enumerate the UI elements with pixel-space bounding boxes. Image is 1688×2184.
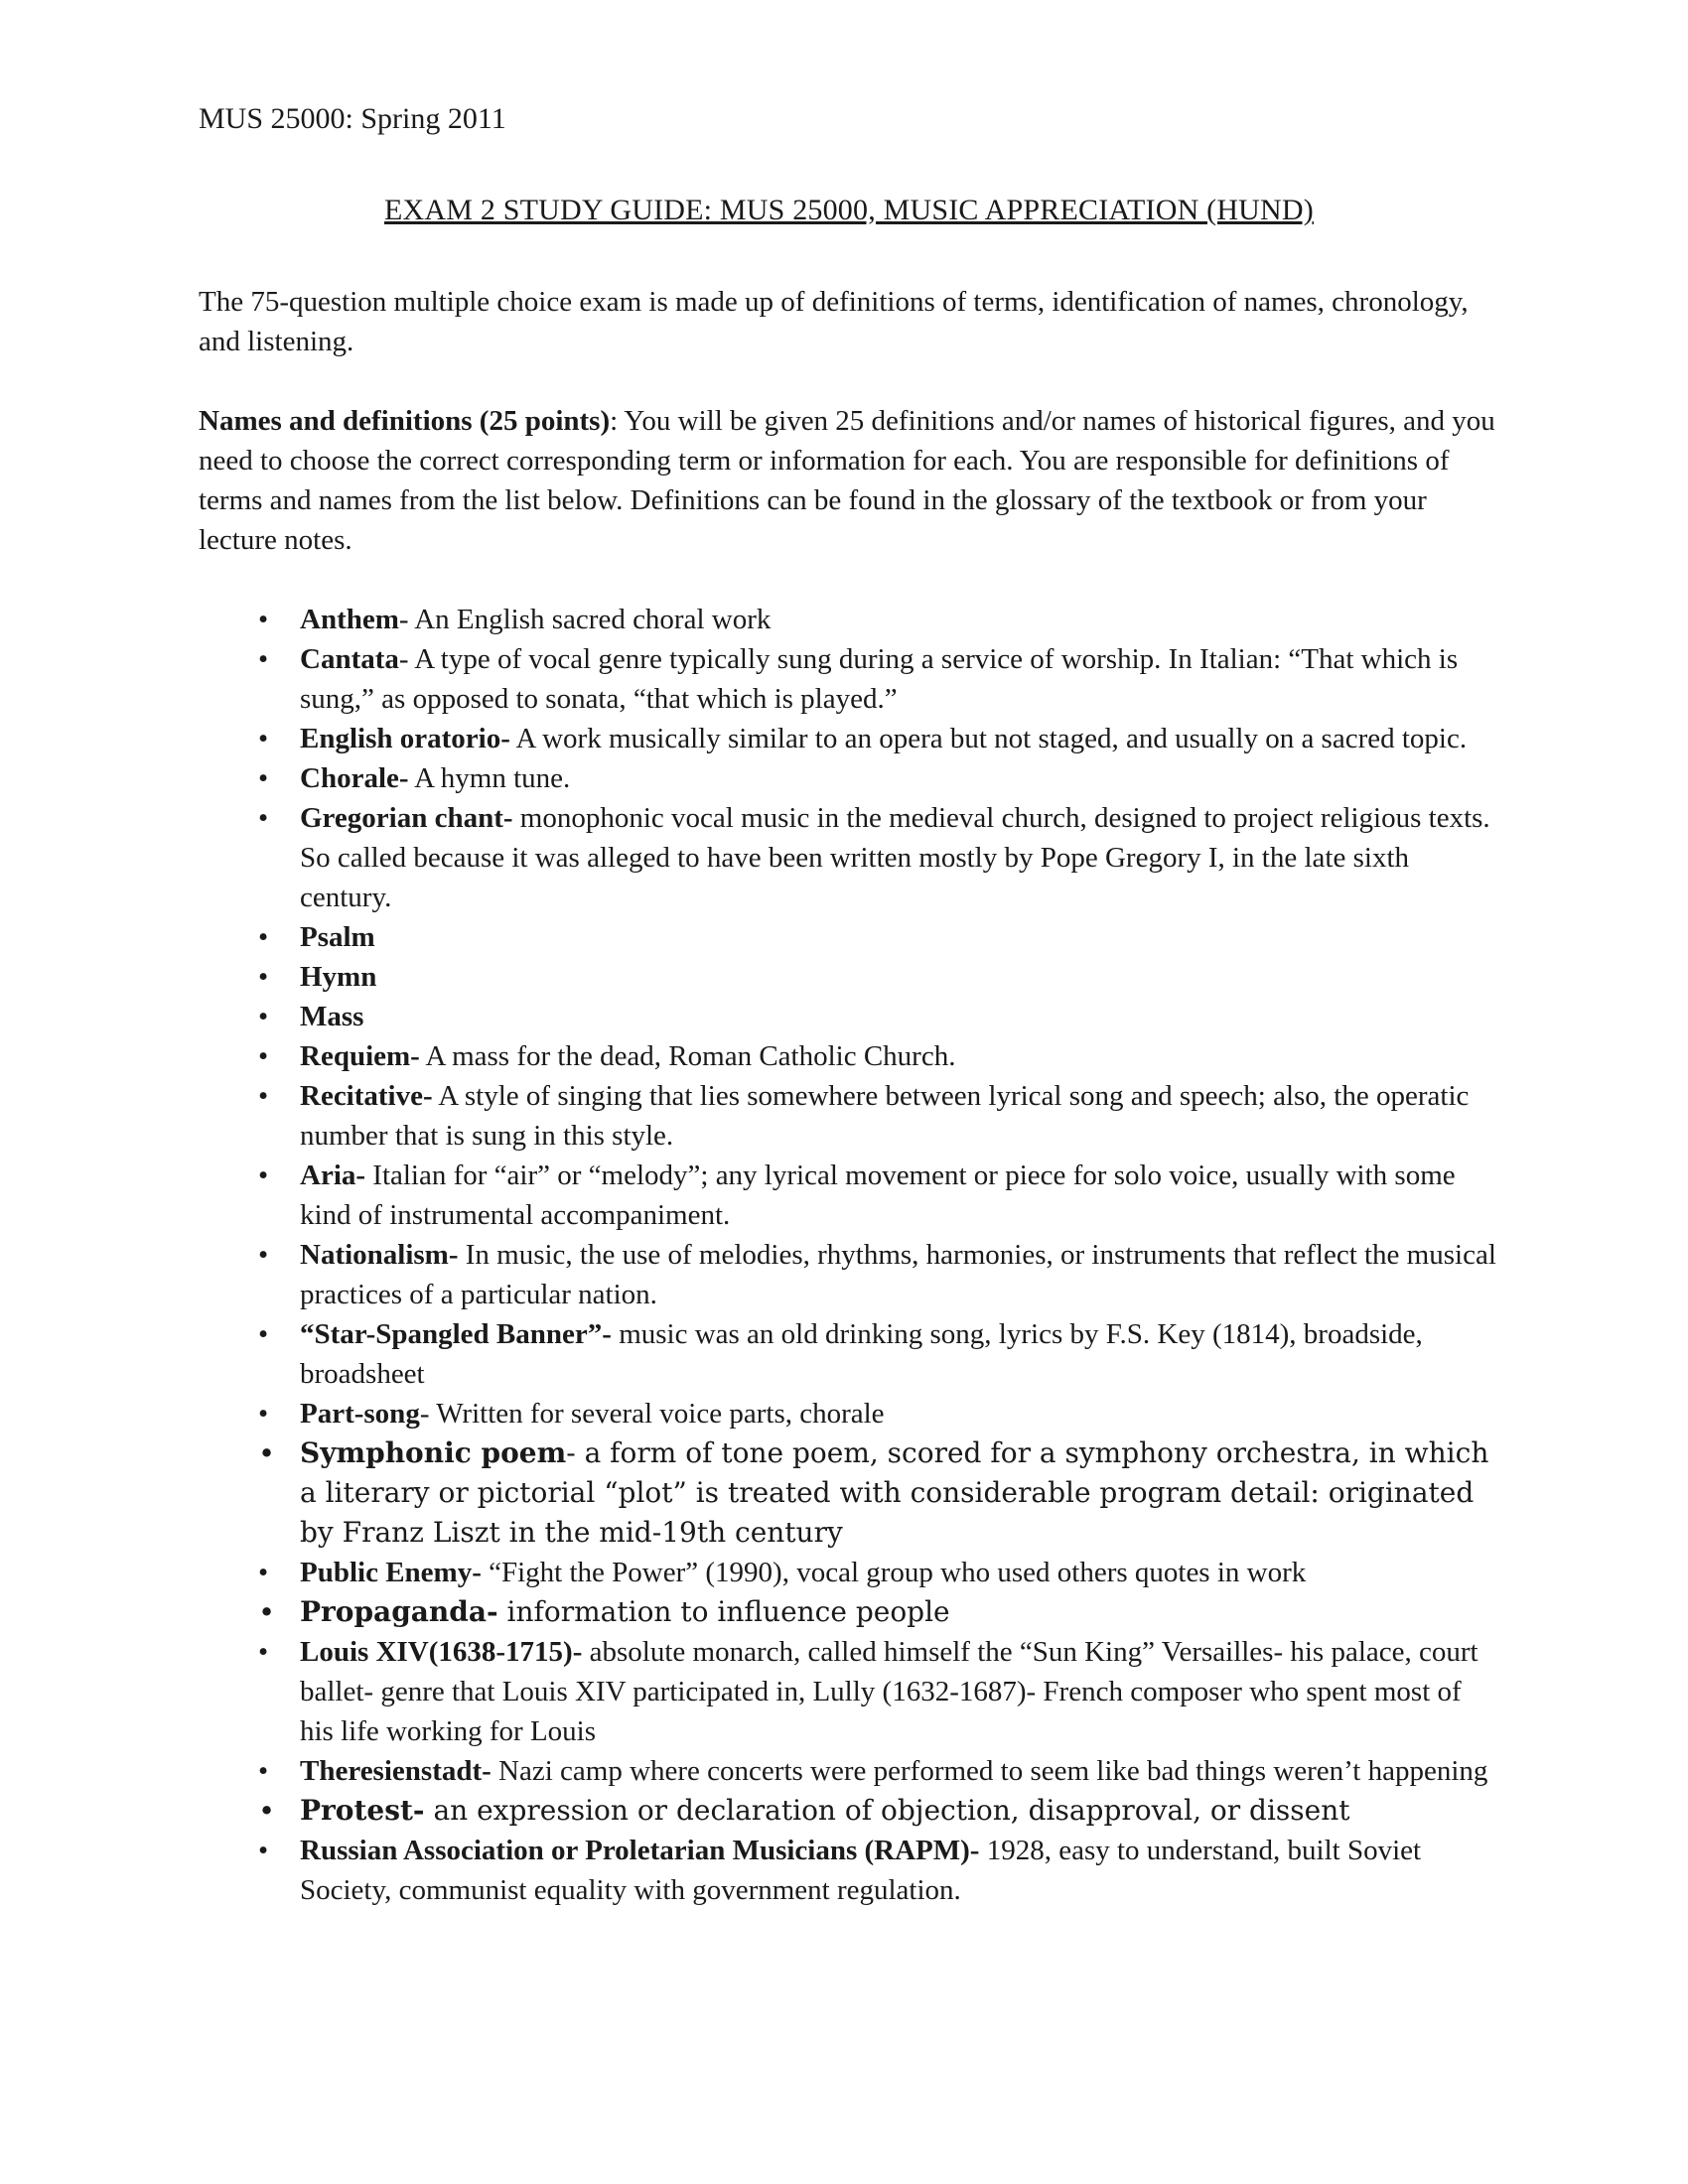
term-name: Requiem- [300,1040,420,1072]
term-item [254,1553,1499,1592]
term-name: Theresienstadt- [300,1755,492,1787]
term-name: “Star-Spangled Banner”- [300,1318,612,1350]
term-definition: absolute monarch, called himself the “Sun King” Versailles- his palace, court ballet- genre that Louis XIV participated in, Lully (1632-1687)- French composer who spent most of his life working for Louis [300,1636,1478,1747]
term-name: Gregorian chant- [300,802,513,834]
term-item [254,957,1499,997]
term-definition: A mass for the dead, Roman Catholic Church. [419,1040,956,1072]
section-lead: Names and definitions (25 points) [199,405,611,437]
term-item [254,1235,1499,1314]
term-definition: - A type of vocal genre typically sung during a service of worship. In Italian: “That which is sung,” as opposed to sonata, “that which is played.” [300,643,1459,715]
term-name: Part-song [300,1398,420,1430]
intro-paragraph: The 75-question multiple choice exam is made up of definitions of terms, identification of names, chronology, and listening. [199,286,1469,357]
term-name: Protest- [300,1794,425,1827]
term-item [254,1036,1499,1076]
term-item [254,1156,1499,1235]
term-item [254,1592,1499,1632]
term-definition: an expression or declaration of objection, disapproval, or dissent [424,1794,1350,1827]
term-definition: In music, the use of melodies, rhythms, harmonies, or instruments that reflect the musical practices of a particular nation. [300,1239,1496,1310]
term-name: Louis XIV(1638-1715)- [300,1636,583,1668]
names-definitions-paragraph [199,401,1499,560]
term-item [254,1076,1499,1156]
term-name: English oratorio- [300,723,510,754]
term-name: Propaganda- [300,1595,498,1628]
page-title: EXAM 2 STUDY GUIDE: MUS 25000, MUSIC APPRECIATION (HUND) [384,194,1314,226]
term-definition: 1928, easy to understand, built Soviet Society, communist equality with government regulation. [300,1835,1422,1906]
term-definition: - Written for several voice parts, chorale [419,1398,885,1430]
term-name: Cantata [300,643,399,675]
term-item [254,758,1499,798]
term-name: Mass [300,1001,364,1032]
term-definition: Italian for “air” or “melody”; any lyrical movement or piece for solo voice, usually with some kind of instrumental accompaniment. [300,1160,1456,1231]
term-name: Nationalism- [300,1239,459,1271]
term-item [254,600,1499,639]
section-body: : You will be given 25 definitions and/or names of historical figures, and you need to choose the correct corresponding term or information for each. You are responsible for definitions of terms and names from the list below. Definitions can be found in the glossary of the textbook or from your lecture notes. [199,405,1495,556]
term-name: Anthem [300,604,399,635]
term-item [254,917,1499,957]
term-definition: music was an old drinking song, lyrics by F.S. Key (1814), broadside, broadsheet [300,1318,1423,1390]
term-item [254,1394,1499,1433]
term-definition: - An English sacred choral work [398,604,772,635]
term-definition: Nazi camp where concerts were performed to seem like bad things weren’t happening [491,1755,1488,1787]
term-name: Aria- [300,1160,366,1191]
term-definition: monophonic vocal music in the medieval church, designed to project religious texts. So called because it was alleged to have been written mostly by Pope Gregory I, in the late sixth century. [300,802,1490,913]
term-name: Russian Association or Proletarian Musicians (RAPM)- [300,1835,980,1866]
term-item [254,1314,1499,1394]
term-name: Psalm [300,921,375,953]
term-name: Recitative- [300,1080,433,1112]
term-name: Symphonic poem [300,1436,567,1469]
term-definition: - a form of tone poem, scored for a symphony orchestra, in which a literary or pictorial “plot” is treated with considerable program detail: originated by Franz Liszt in the mid-19th century [300,1436,1489,1549]
term-name: Hymn [300,961,377,993]
term-item [254,798,1499,917]
term-definition: “Fight the Power” (1990), vocal group who used others quotes in work [481,1557,1307,1588]
term-definition: A style of singing that lies somewhere between lyrical song and speech; also, the operatic number that is sung in this style. [300,1080,1470,1152]
term-definition: A work musically similar to an opera but not staged, and usually on a sacred topic. [509,723,1468,754]
term-item [254,1751,1499,1791]
term-item [254,1791,1499,1831]
term-item [254,997,1499,1036]
term-name: Chorale- [300,762,409,794]
term-name: Public Enemy- [300,1557,482,1588]
term-item [254,719,1499,758]
term-item [254,1632,1499,1751]
term-definition: A hymn tune. [408,762,571,794]
course-header: MUS 25000: Spring 2011 [199,102,506,135]
term-item [254,1433,1499,1553]
term-definition: information to influence people [497,1595,950,1628]
term-item [254,1831,1499,1910]
terms-list [254,600,1499,1910]
term-item [254,639,1499,719]
